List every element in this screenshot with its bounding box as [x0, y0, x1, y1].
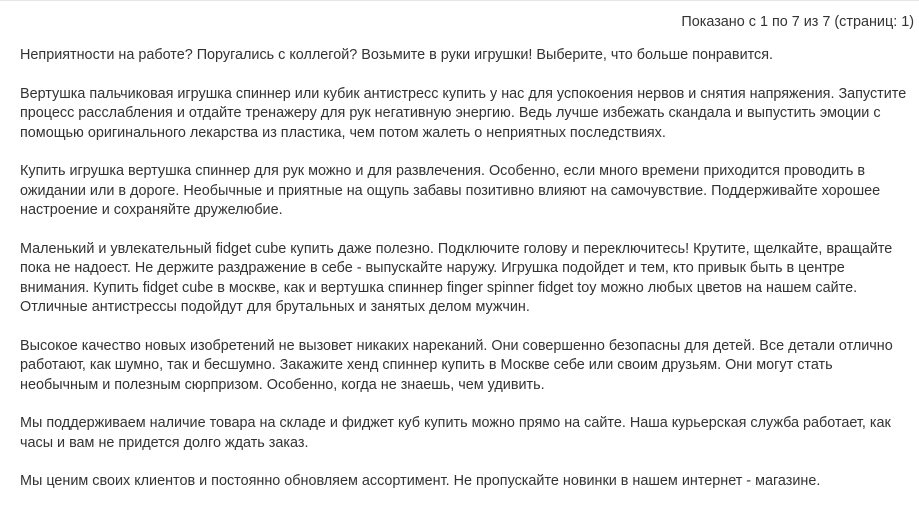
description-paragraph: Вертушка пальчиковая игрушка спиннер или кубик антистресс купить у нас для успокоения нервов и снятия напряжения. Запустите процесс расслабления и отдайте тренажеру для рук негативную энергию. Ведь лучше избежать скандала и выпустить эмоции с помощью оригинального лекарства из пластика, чем потом жалеть о неприятных последствиях.	[20, 85, 907, 141]
top-divider	[0, 0, 919, 1]
description-paragraph: Мы поддерживаем наличие товара на складе и фиджет куб купить можно прямо на сайте. Наша курьерская служба работает, как часы и вам не придется долго ждать заказ.	[20, 415, 891, 451]
description-paragraph: Высокое качество новых изобретений не вызовет никаких нареканий. Они совершенно безопасны для детей. Все детали отлично работают, как шумно, так и бесшумно. Закажите хенд спиннер купить в Москве себе или своим друзьям. Они могут стать необычным и полезным сюрпризом. Особенно, когда не знаешь, чем удивить.	[20, 337, 893, 393]
category-description	[20, 46, 913, 511]
description-paragraph: Маленький и увлекательный fidget cube купить даже полезно. Подключите голову и переключитесь! Крутите, щелкайте, вращайте пока не надоест. Не держите раздражение в себе - выпускайте наружу. Игрушка подойдет и тем, кто привык быть в центре внимания. Купить fidget cube в москве, как и вертушка спиннер finger spinner fidget toy можно любых цветов на нашем сайте. Отличные антистрессы подойдут для брутальных и занятых делом мужчин.	[20, 240, 893, 315]
description-paragraph: Неприятности на работе? Поругались с коллегой? Возьмите в руки игрушки! Выберите, что больше понравится.	[20, 47, 774, 63]
description-paragraph: Мы ценим своих клиентов и постоянно обновляем ассортимент. Не пропускайте новинки в нашем интернет - магазине.	[20, 473, 821, 489]
description-paragraph: Купить игрушка вертушка спиннер для рук можно и для развлечения. Особенно, если много времени приходится проводить в ожидании или в дороге. Необычные и приятные на ощупь забавы позитивно влияют на самочувствие. Поддерживайте хорошее настроение и сохраняйте дружелюбие.	[20, 163, 881, 218]
pagination-info: Показано с 1 по 7 из 7 (страниц: 1)	[681, 14, 914, 30]
